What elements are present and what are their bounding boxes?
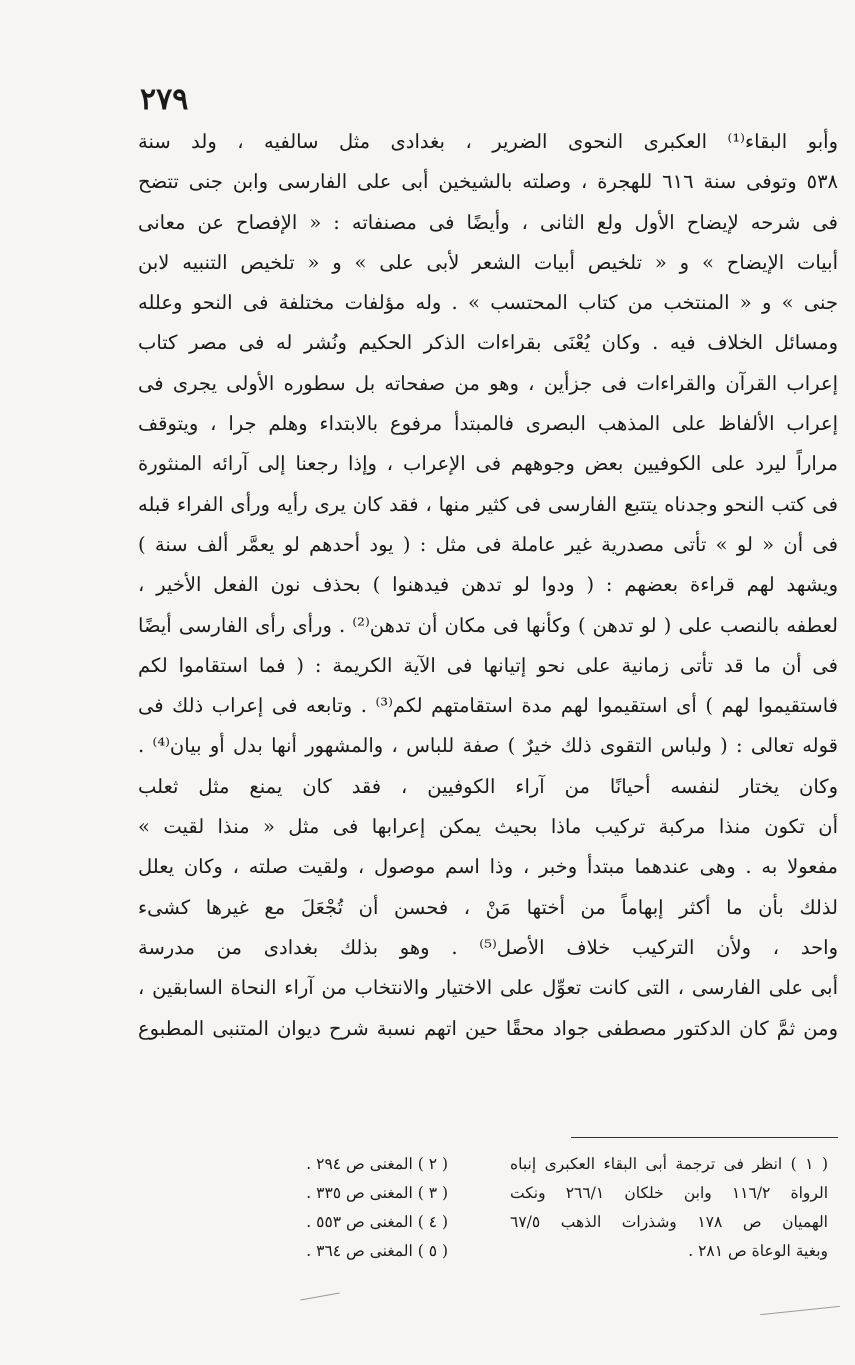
text-line: أن تكون منذا مركبة تركيب ماذا بحيث يمكن إعرابها فى مثل « منذا لقيت » [138,815,838,839]
text-line: قوله تعالى : ( ولباس التقوى ذلك خيرٌ ) صفة للباس ، والمشهور أنها بدل أو بيان⁽⁴⁾ . [138,734,838,758]
footnote-separator [571,1137,838,1138]
footnote-line: ( ٤ ) المغنى ص ٥٥٣ . [306,1213,448,1231]
footnote-line: ( ٣ ) المغنى ص ٣٣٥ . [306,1184,448,1202]
text-line: لذلك بأن ما أكثر إبهاماً من أختها مَنْ ، فحسن أن تُجْعَلَ مع غيرها كشىء [138,895,838,919]
text-line: فى أن « لو » تأتى مصدرية غير عاملة فى مثل : ( يود أحدهم لو يعمَّر ألف سنة ) [138,532,838,556]
text-line: فاستقيموا لهم ) أى استقيموا لهم مدة استقامتهم لكم⁽³⁾ . وتابعه فى إعراب ذلك فى [138,694,838,718]
footnotes-left-column [268,1150,448,1266]
page-number: ٢٧٩ [140,82,189,117]
text-line: ومسائل الخلاف فيه . وكان يُعْنَى بقراءات الذكر الحكيم ونُشر له فى مصر كتاب [138,331,838,355]
text-line: مراراً ليرد على الكوفيين بعض وجوههم فى الإعراب ، وإذا رجعنا إلى آرائه المنثورة [138,452,838,476]
scan-artifact-line [300,1293,340,1301]
text-line: إعراب القرآن والقراءات فى جزأين ، وهو من صفحاته بل سطوره الأولى يجرى فى [138,371,838,395]
footnote-line: وبغية الوعاة ص ٢٨١ . [688,1242,828,1260]
text-line: وكان يختار لنفسه أحيانًا من آراء الكوفيين ، فقد كان يمنع مثل ثعلب [138,774,838,798]
footnote-line: الرواة ١١٦/٢ وابن خلكان ٢٦٦/١ ونكت [510,1184,828,1202]
text-line: فى كتب النحو وجدناه يتتبع الفارسى فى كثير منها ، فقد كان يرى رأيه ورأى الفراء قبله [138,492,838,516]
text-line: جنى » و « المنتخب من كتاب المحتسب » . وله مؤلفات مختلفة فى النحو وعلله [138,291,838,315]
text-line: واحد ، ولأن التركيب خلاف الأصل⁽⁵⁾ . وهو بذلك بغدادى من مدرسة [138,935,838,959]
text-line: أبى على الفارسى ، التى كانت تعوِّل على الاختيار والانتخاب من آراء النحاة السابقين ، [138,976,838,1000]
footnote-line: ( ٥ ) المغنى ص ٣٦٤ . [306,1242,448,1260]
text-line: إعراب الألفاظ على المذهب البصرى فالمبتدأ مرفوع بالابتداء وهلم جرا ، ويتوقف [138,412,838,436]
text-line: وأبو البقاء⁽¹⁾ العكبرى النحوى الضرير ، بغدادى مثل سالفيه ، ولد سنة [138,130,838,153]
footnote-line: ( ٢ ) المغنى ص ٢٩٤ . [306,1155,448,1173]
text-line: أبيات الإيضاح » و « تلخيص أبيات الشعر لأبى على » و « تلخيص التنبيه لابن [138,250,838,274]
main-text-block [138,122,838,1049]
scan-artifact-line [760,1306,840,1315]
text-line: ويشهد لهم قراءة بعضهم : ( ودوا لو تدهن فيدهنوا ) بحذف نون الفعل الأخير ، [138,573,838,597]
footnote-line: ( ١ ) انظر فى ترجمة أبى البقاء العكبرى إنباه [510,1155,828,1173]
text-line: فى شرحه لإيضاح الأول ولع الثانى ، وأيضًا فى مصنفاته : « الإفصاح عن معانى [138,210,838,234]
footnotes-right-column [510,1150,828,1266]
text-line: لعطفه بالنصب على ( لو تدهن ) وكأنها فى مكان أن تدهن⁽²⁾ . ورأى رأى الفارسى أيضًا [138,613,838,637]
text-line: ومن ثمَّ كان الدكتور مصطفى جواد محقًا حين اتهم نسبة شرح ديوان المتنبى المطبوع [138,1016,838,1040]
text-line: ٥٣٨ وتوفى سنة ٦١٦ للهجرة ، وصلته بالشيخين أبى على الفارسى وابن جنى تتضح [138,170,838,194]
footnote-line: الهميان ص ١٧٨ وشذرات الذهب ٦٧/٥ [510,1213,828,1231]
text-line: مفعولا به . وهى عندهما مبتدأ وخبر ، وذا اسم موصول ، ولقيت صلته ، وكان يعلل [138,855,838,879]
text-line: فى أن ما قد تأتى زمانية على نحو إتيانها فى الآية الكريمة : ( فما استقاموا لكم [138,653,838,677]
